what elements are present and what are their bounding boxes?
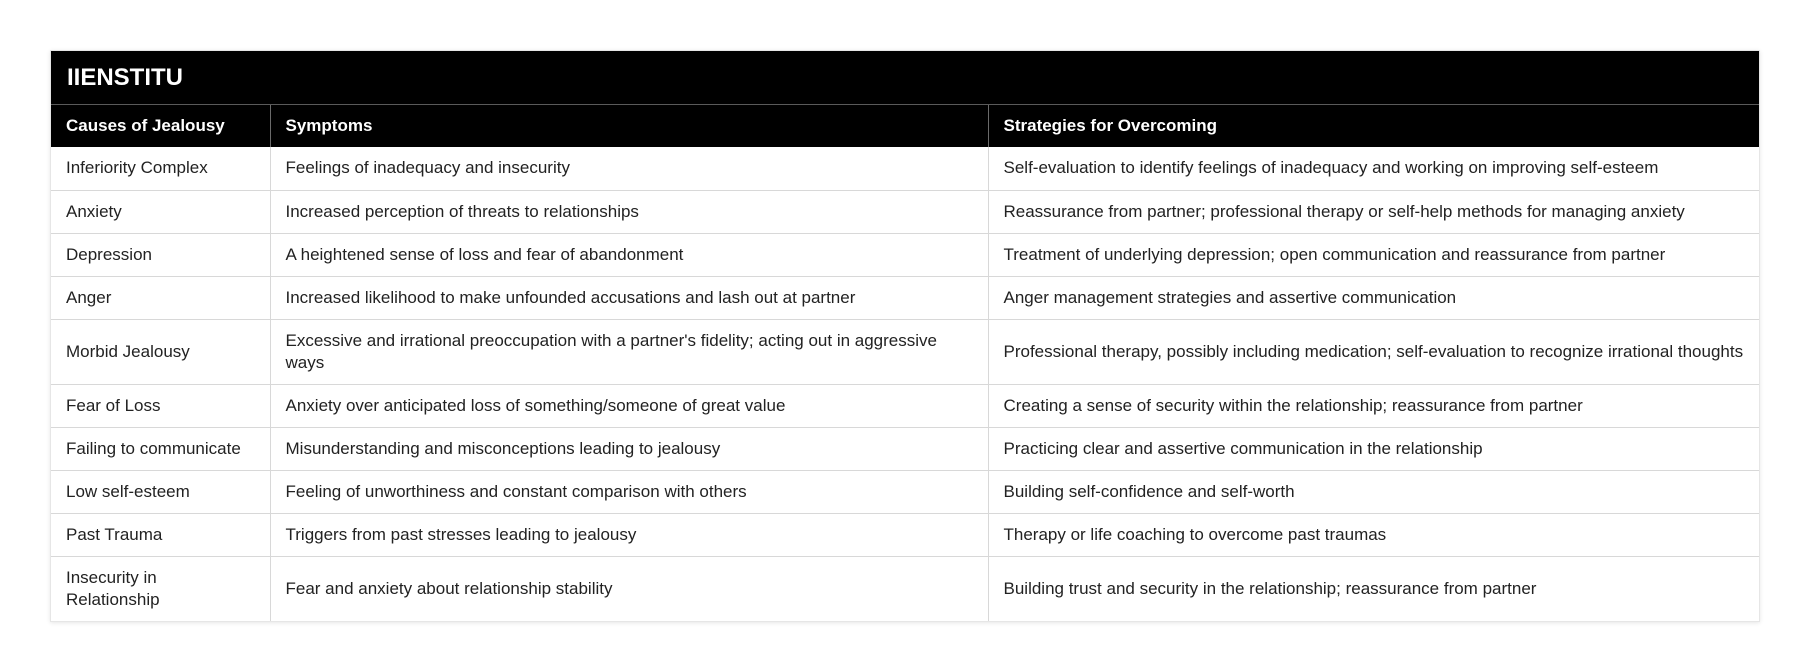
cell-symptom: Feeling of unworthiness and constant comparison with others [270, 470, 988, 513]
table-row [51, 427, 1759, 470]
table-row [51, 190, 1759, 233]
table-row [51, 233, 1759, 276]
table-body [51, 147, 1759, 621]
cell-cause: Anger [51, 276, 270, 319]
cell-cause: Past Trauma [51, 513, 270, 556]
table-row [51, 276, 1759, 319]
table-row [51, 556, 1759, 621]
cell-cause: Depression [51, 233, 270, 276]
jealousy-table-card [50, 50, 1760, 622]
table-row [51, 470, 1759, 513]
cell-strategy: Anger management strategies and assertive communication [988, 276, 1759, 319]
table-row [51, 513, 1759, 556]
table-title: IIENSTITU [51, 51, 1759, 105]
cell-strategy: Self-evaluation to identify feelings of inadequacy and working on improving self-esteem [988, 147, 1759, 190]
table-row [51, 384, 1759, 427]
cell-symptom: Misunderstanding and misconceptions leading to jealousy [270, 427, 988, 470]
table-row [51, 319, 1759, 384]
jealousy-table [51, 105, 1759, 621]
cell-strategy: Treatment of underlying depression; open communication and reassurance from partner [988, 233, 1759, 276]
cell-symptom: Feelings of inadequacy and insecurity [270, 147, 988, 190]
cell-symptom: Triggers from past stresses leading to jealousy [270, 513, 988, 556]
cell-symptom: A heightened sense of loss and fear of abandonment [270, 233, 988, 276]
header-causes: Causes of Jealousy [51, 105, 270, 147]
cell-cause: Fear of Loss [51, 384, 270, 427]
cell-strategy: Creating a sense of security within the relationship; reassurance from partner [988, 384, 1759, 427]
cell-strategy: Therapy or life coaching to overcome past traumas [988, 513, 1759, 556]
cell-symptom: Anxiety over anticipated loss of something/someone of great value [270, 384, 988, 427]
cell-cause: Failing to communicate [51, 427, 270, 470]
table-header [51, 105, 1759, 147]
cell-symptom: Increased perception of threats to relationships [270, 190, 988, 233]
cell-cause: Anxiety [51, 190, 270, 233]
cell-cause: Low self-esteem [51, 470, 270, 513]
cell-symptom: Fear and anxiety about relationship stability [270, 556, 988, 621]
header-strategies: Strategies for Overcoming [988, 105, 1759, 147]
header-symptoms: Symptoms [270, 105, 988, 147]
cell-strategy: Reassurance from partner; professional therapy or self-help methods for managing anxiety [988, 190, 1759, 233]
cell-cause: Morbid Jealousy [51, 319, 270, 384]
cell-cause: Inferiority Complex [51, 147, 270, 190]
cell-symptom: Excessive and irrational preoccupation with a partner's fidelity; acting out in aggressive ways [270, 319, 988, 384]
cell-strategy: Building self-confidence and self-worth [988, 470, 1759, 513]
cell-strategy: Building trust and security in the relationship; reassurance from partner [1003, 578, 1537, 598]
cell-strategy: Professional therapy, possibly including medication; self-evaluation to recognize irrational thoughts [988, 319, 1759, 384]
header-row [51, 105, 1759, 147]
cell-cause: Insecurity in Relationship [51, 556, 270, 621]
cell-strategy: Practicing clear and assertive communication in the relationship [988, 427, 1759, 470]
table-row [51, 147, 1759, 190]
cell-symptom: Increased likelihood to make unfounded accusations and lash out at partner [270, 276, 988, 319]
